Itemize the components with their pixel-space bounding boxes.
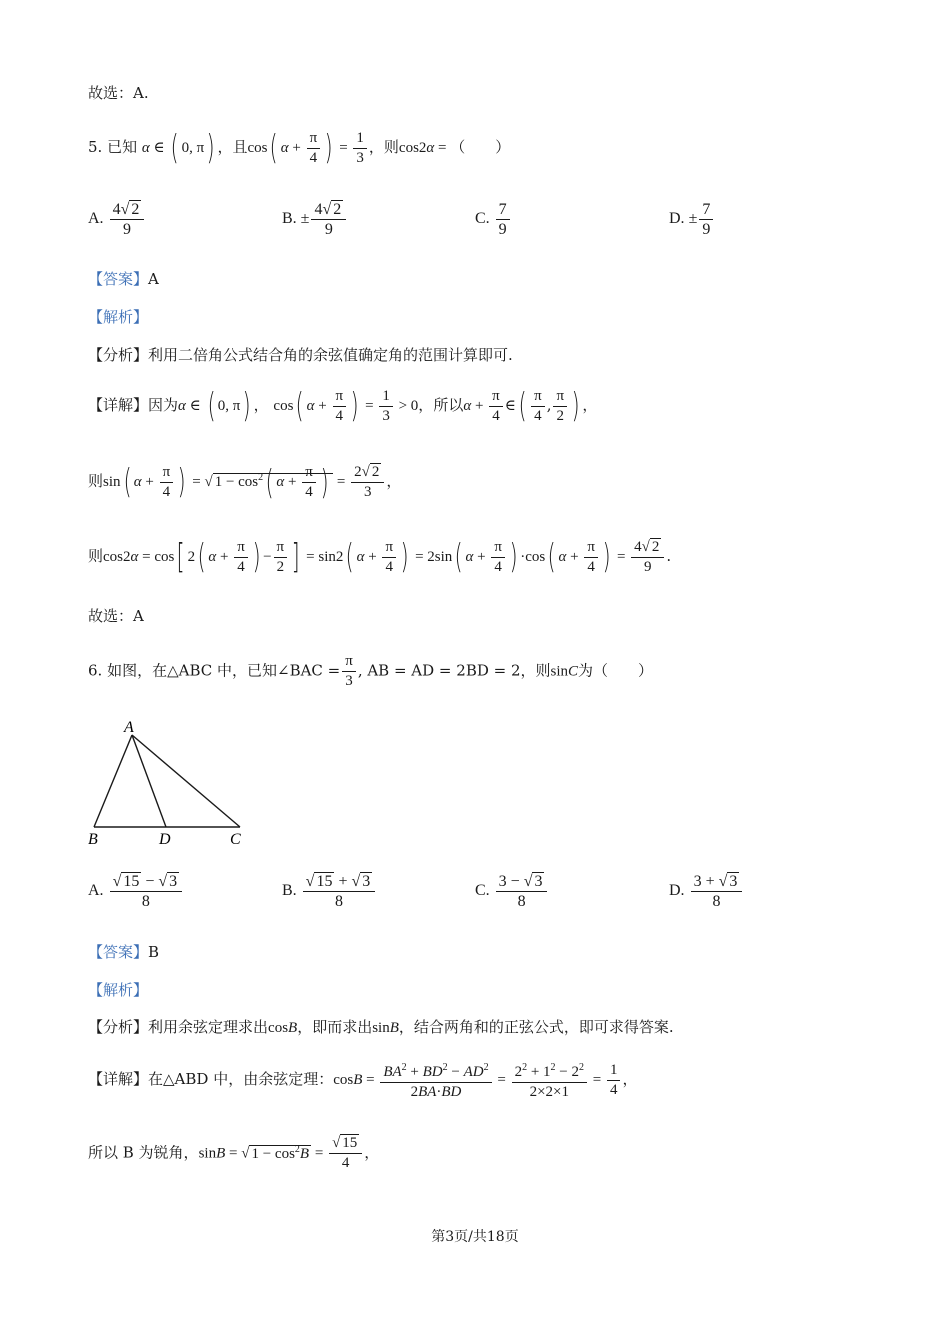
answer-5: 【答案】A: [88, 270, 159, 288]
question-6: 6. 如图，在△ABC 中，已知∠BAC = $\frac{\pi}{3}$ , AB = AD = 2BD = 2，则sinC为（ ）: [88, 653, 654, 689]
q5-option-a[interactable]: A. $\frac{4√ 2}{9}$: [88, 200, 146, 239]
step-sinb: 所以 B 为锐角，sinB = √ $1 - \cos^2B$ = $\frac{√ 15}{4}$ ，: [88, 1135, 380, 1171]
q6-option-b[interactable]: B. $\frac{√ 15 + √ 3}{8}$: [282, 872, 377, 911]
answer-6: 【答案】B: [88, 943, 160, 961]
q6-option-c[interactable]: C. $\frac{3 - √ 3}{8}$: [475, 872, 549, 911]
xiangjie-5: 【详解】因为α ∈ ( 0, π) ， cos( α + $\frac{\pi}{4}$ ) = $\frac{1}{3}$ > 0，所以α + $\frac{\pi}{4}$ ∈( $\frac{\pi}{4}$ , $\frac{\pi}{2}$ ) ，: [88, 386, 598, 426]
vertex-b-label: B: [88, 831, 98, 848]
q5-option-d[interactable]: D. ± $\frac{7}{9}$: [669, 200, 715, 239]
vertex-d-label: D: [159, 831, 171, 848]
page-footer: 第3页/共18页: [431, 1229, 519, 1245]
fenxi-5: 【分析】利用二倍角公式结合角的余弦值确定角的范围计算即可.: [88, 346, 513, 364]
choose-5: 故选：A: [88, 607, 144, 625]
analysis-header-6: 【解析】: [88, 981, 149, 999]
q6-option-d[interactable]: D. $\frac{3 + √ 3}{8}$: [669, 872, 744, 911]
q5-option-b[interactable]: B. ± $\frac{4√ 2}{9}$: [282, 200, 348, 239]
vertex-a-label: A: [124, 719, 134, 736]
fenxi-6: 【分析】利用余弦定理求出cosB，即而求出sinB，结合两角和的正弦公式，即可求得答案.: [88, 1018, 674, 1036]
q5-option-c[interactable]: C. $\frac{7}{9}$: [475, 200, 512, 239]
question-5: 5. 已知 α ∈ ( 0, π) ，且cos( α + $\frac{\pi}{4}$ ) = $\frac{1}{3}$ ，则cos2α = （ ）: [88, 128, 511, 168]
step-sin: 则sin( α + $\frac{\pi}{4}$ ) = √ $1 - \cos^2$( α + $\frac{\pi}{4}$ ) = $\frac{2√ 2}{3}$ ，: [88, 462, 402, 503]
prev-answer-line: 故选：A.: [88, 84, 149, 102]
vertex-c-label: C: [230, 831, 241, 848]
analysis-header-5: 【解析】: [88, 308, 149, 326]
xiangjie-6: 【详解】在△ABD 中，由余弦定理：cosB = $\frac{BA^2 + BD^2 - AD^2}{2BA\cdot BD}$ = $\frac{2^2 + 1^2 - 2^2}{2\times 2\times 1}$ = $\frac{1}{4}$ ，: [88, 1058, 638, 1102]
step-cos2a: 则cos2α = cos[ 2( α + $\frac{\pi}{4}$ ) − $\frac{\pi}{2}$ ] = sin2( α + $\frac{\pi}{4}$ ) = 2sin( α + $\frac{\pi}{4}$ ) ·cos( α + $\frac{\pi}{4}$ ) = $\frac{4√ 2}{9}$ .: [88, 537, 672, 577]
triangle-figure: [80, 715, 260, 850]
q6-option-a[interactable]: A. $\frac{√ 15 - √ 3}{8}$: [88, 872, 184, 911]
